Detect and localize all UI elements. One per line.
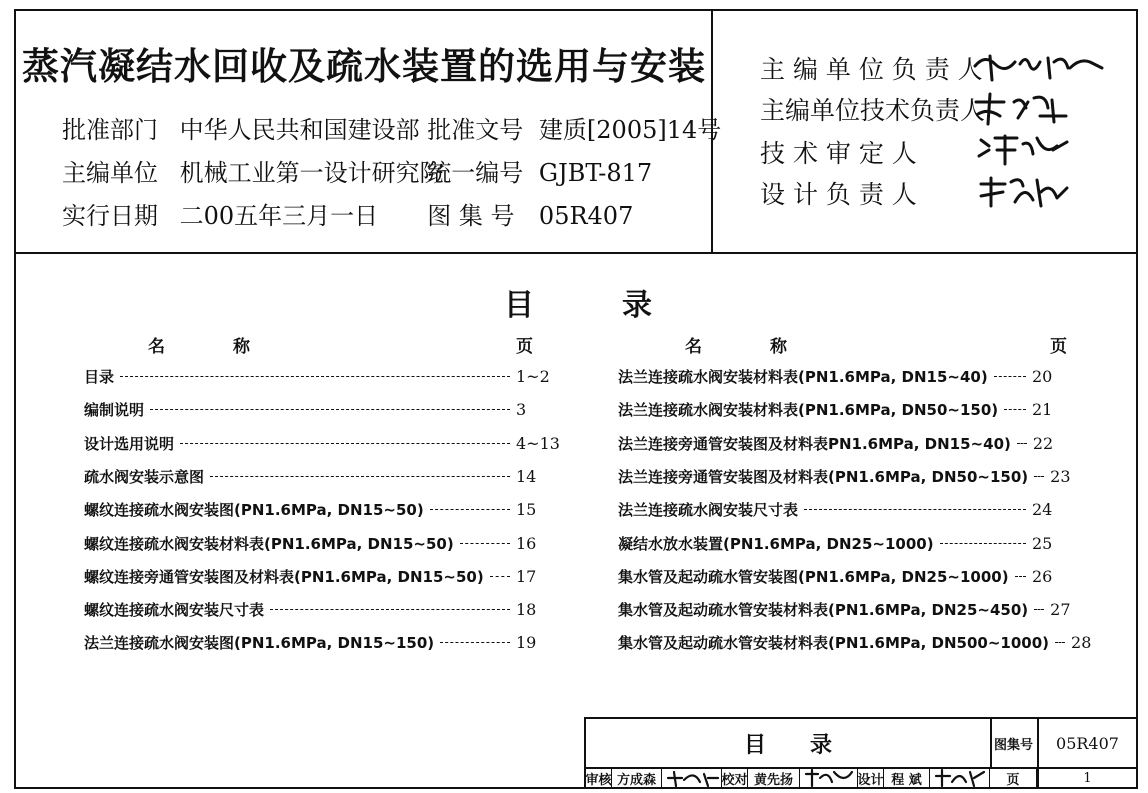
toc-entry-name: 设计选用说明 [84,434,175,453]
toc-title-right: 录 [622,288,652,323]
atlas-number: 05R407 [1056,733,1119,753]
toc-entry-page: 27 [1050,600,1071,620]
signature-3-icon [975,130,1075,170]
sheet-title: 目 录 [743,732,832,758]
toc-entry-name: 法兰连接疏水阀安装尺寸表 [618,501,799,520]
toc-entry [618,466,1071,487]
toc-entry-page: 19 [516,633,537,653]
toc-entry [84,533,552,554]
toc-entry-page: 18 [516,600,537,620]
checker-signature-icon [802,768,856,788]
meta-row-2 [62,153,652,188]
atlas-label: 图集号 [993,737,1033,753]
meta-row-1 [62,110,721,145]
col-page-header-left: 页 [516,337,533,357]
toc-entry [618,632,1092,653]
toc-entry-name: 集水管及起动疏水管安装材料表(PN1.6MPa, DN500~1000) [618,634,1050,653]
toc-leader-line [1034,476,1044,477]
toc-entry [84,599,552,620]
toc-entry [84,366,552,387]
toc-entry-name: 螺纹连接疏水阀安装尺寸表 [84,601,265,620]
checker-signature [800,767,858,789]
toc-entry-page: 1~2 [516,367,550,386]
meta-value: GJBT-817 [538,159,653,187]
toc-leader-line [210,476,510,477]
toc-entry-name: 螺纹连接疏水阀安装材料表(PN1.6MPa, DN15~50) [84,534,454,553]
toc-entry-name: 法兰连接旁通管安装图及材料表PN1.6MPa, DN15~40) [618,434,1011,453]
signature-4-icon [975,172,1075,212]
toc-entry-name: 凝结水放水装置(PN1.6MPa, DN25~1000) [618,534,934,553]
meta-row-3 [62,196,633,231]
toc-entry-page: 3 [516,400,527,420]
toc-entry-page: 14 [516,466,537,486]
toc-entry [84,466,552,487]
toc-entry [84,399,552,420]
design-label: 设计 [858,767,884,789]
col-page-header-right: 页 [1050,337,1067,357]
meta-key: 主编单位 [62,159,158,187]
toc-entry-name: 法兰连接旁通管安装图及材料表(PN1.6MPa, DN50~150) [618,467,1029,486]
toc-entry-name: 法兰连接疏水阀安装图(PN1.6MPa, DN15~150) [84,634,435,653]
toc-leader-line [490,576,510,577]
meta-key: 批准部门 [62,116,158,144]
toc-entry [618,399,1068,420]
toc-leader-line [460,543,510,544]
toc-entry-name: 疏水阀安装示意图 [84,467,205,486]
toc-entry-name: 集水管及起动疏水管安装图(PN1.6MPa, DN25~1000) [618,567,1009,586]
signatory-tech-chief: 主编单位技术负责人 [760,96,986,125]
check-label: 校对 [722,767,748,789]
toc-leader-line [940,543,1026,544]
toc-title-left: 目 [504,288,534,323]
meta-key: 实行日期 [62,202,158,230]
toc-leader-line [180,443,510,444]
col-name-header-right: 名 称 [685,337,787,357]
meta-value: 中华人民共和国建设部 [179,116,420,144]
toc-entry-page: 15 [516,500,537,520]
toc-entry-page: 16 [516,533,537,553]
page-label: 页 [990,767,1037,789]
toc-leader-line [440,642,510,643]
designer-signature-icon [932,768,988,788]
toc-entry [618,499,1068,520]
document-title: 蒸汽凝结水回收及疏水装置的选用与安装 [22,44,706,88]
toc-entry-page: 17 [516,566,537,586]
toc-entry [618,533,1068,554]
toc-entry-name: 编制说明 [84,401,145,420]
signatory-design-lead: 设 计 负 责 人 [760,180,917,209]
signature-2-icon [970,88,1080,128]
toc-entry [84,499,552,520]
toc-entry-name: 法兰连接疏水阀安装材料表(PN1.6MPa, DN50~150) [618,401,999,420]
toc-entry-page: 25 [1032,533,1053,553]
title-block [584,717,1138,789]
reviewer-signature [662,767,722,789]
toc-entry [618,566,1068,587]
toc-entry [84,632,552,653]
toc-entry-page: 21 [1032,400,1053,420]
toc-leader-line [1034,609,1044,610]
toc-entry [84,433,560,454]
meta-value: 二00五年三月一日 [179,202,379,230]
toc-leader-line [1004,409,1026,410]
meta-value: 建质[2005]14号 [538,116,722,144]
toc-entry-page: 24 [1032,500,1053,520]
toc-leader-line [1017,443,1027,444]
designer-name: 程 斌 [884,767,930,789]
meta-key: 图 集 号 [427,202,515,230]
toc-entry-name: 螺纹连接旁通管安装图及材料表(PN1.6MPa, DN15~50) [84,567,484,586]
meta-key: 统一编号 [427,159,524,187]
toc-entry [618,433,1068,454]
toc-entry-page: 26 [1032,566,1053,586]
toc-entry-name: 螺纹连接疏水阀安装图(PN1.6MPa, DN15~50) [84,501,424,520]
toc-leader-line [804,509,1026,510]
toc-leader-line [994,376,1026,377]
toc-entry-name: 法兰连接疏水阀安装材料表(PN1.6MPa, DN15~40) [618,368,988,386]
toc-leader-line [120,376,510,377]
toc-leader-line [430,509,510,510]
toc-entry-page: 23 [1050,466,1071,486]
toc-entry-name: 目录 [84,368,115,386]
meta-value: 机械工业第一设计研究院 [179,159,444,187]
toc-entry [84,566,552,587]
signature-1-icon [970,46,1110,86]
designer-signature [930,767,990,789]
toc-leader-line [270,609,510,610]
reviewer-signature-icon [664,768,720,788]
toc-leader-line [1015,576,1026,577]
toc-entry-page: 4~13 [516,433,560,453]
toc-entry-page: 28 [1071,633,1092,653]
reviewer-name: 方成森 [612,767,662,789]
toc-entry [618,366,1068,387]
toc-leader-line [1055,642,1065,643]
signatory-chief-unit: 主 编 单 位 负 责 人 [760,55,983,84]
toc-leader-line [150,409,510,410]
signatory-tech-reviewer: 技 术 审 定 人 [760,139,917,168]
toc-entry-name: 集水管及起动疏水管安装材料表(PN1.6MPa, DN25~450) [618,601,1029,620]
checker-name: 黄先扬 [748,767,800,789]
meta-key: 批准文号 [427,116,524,144]
toc-entry-page: 20 [1032,367,1053,386]
col-name-header-left: 名 称 [148,337,250,357]
review-label: 审核 [586,767,612,789]
meta-value: 05R407 [538,202,634,230]
toc-entry [618,599,1071,620]
toc-entry-page: 22 [1032,433,1054,453]
page-number: 1 [1083,770,1092,786]
